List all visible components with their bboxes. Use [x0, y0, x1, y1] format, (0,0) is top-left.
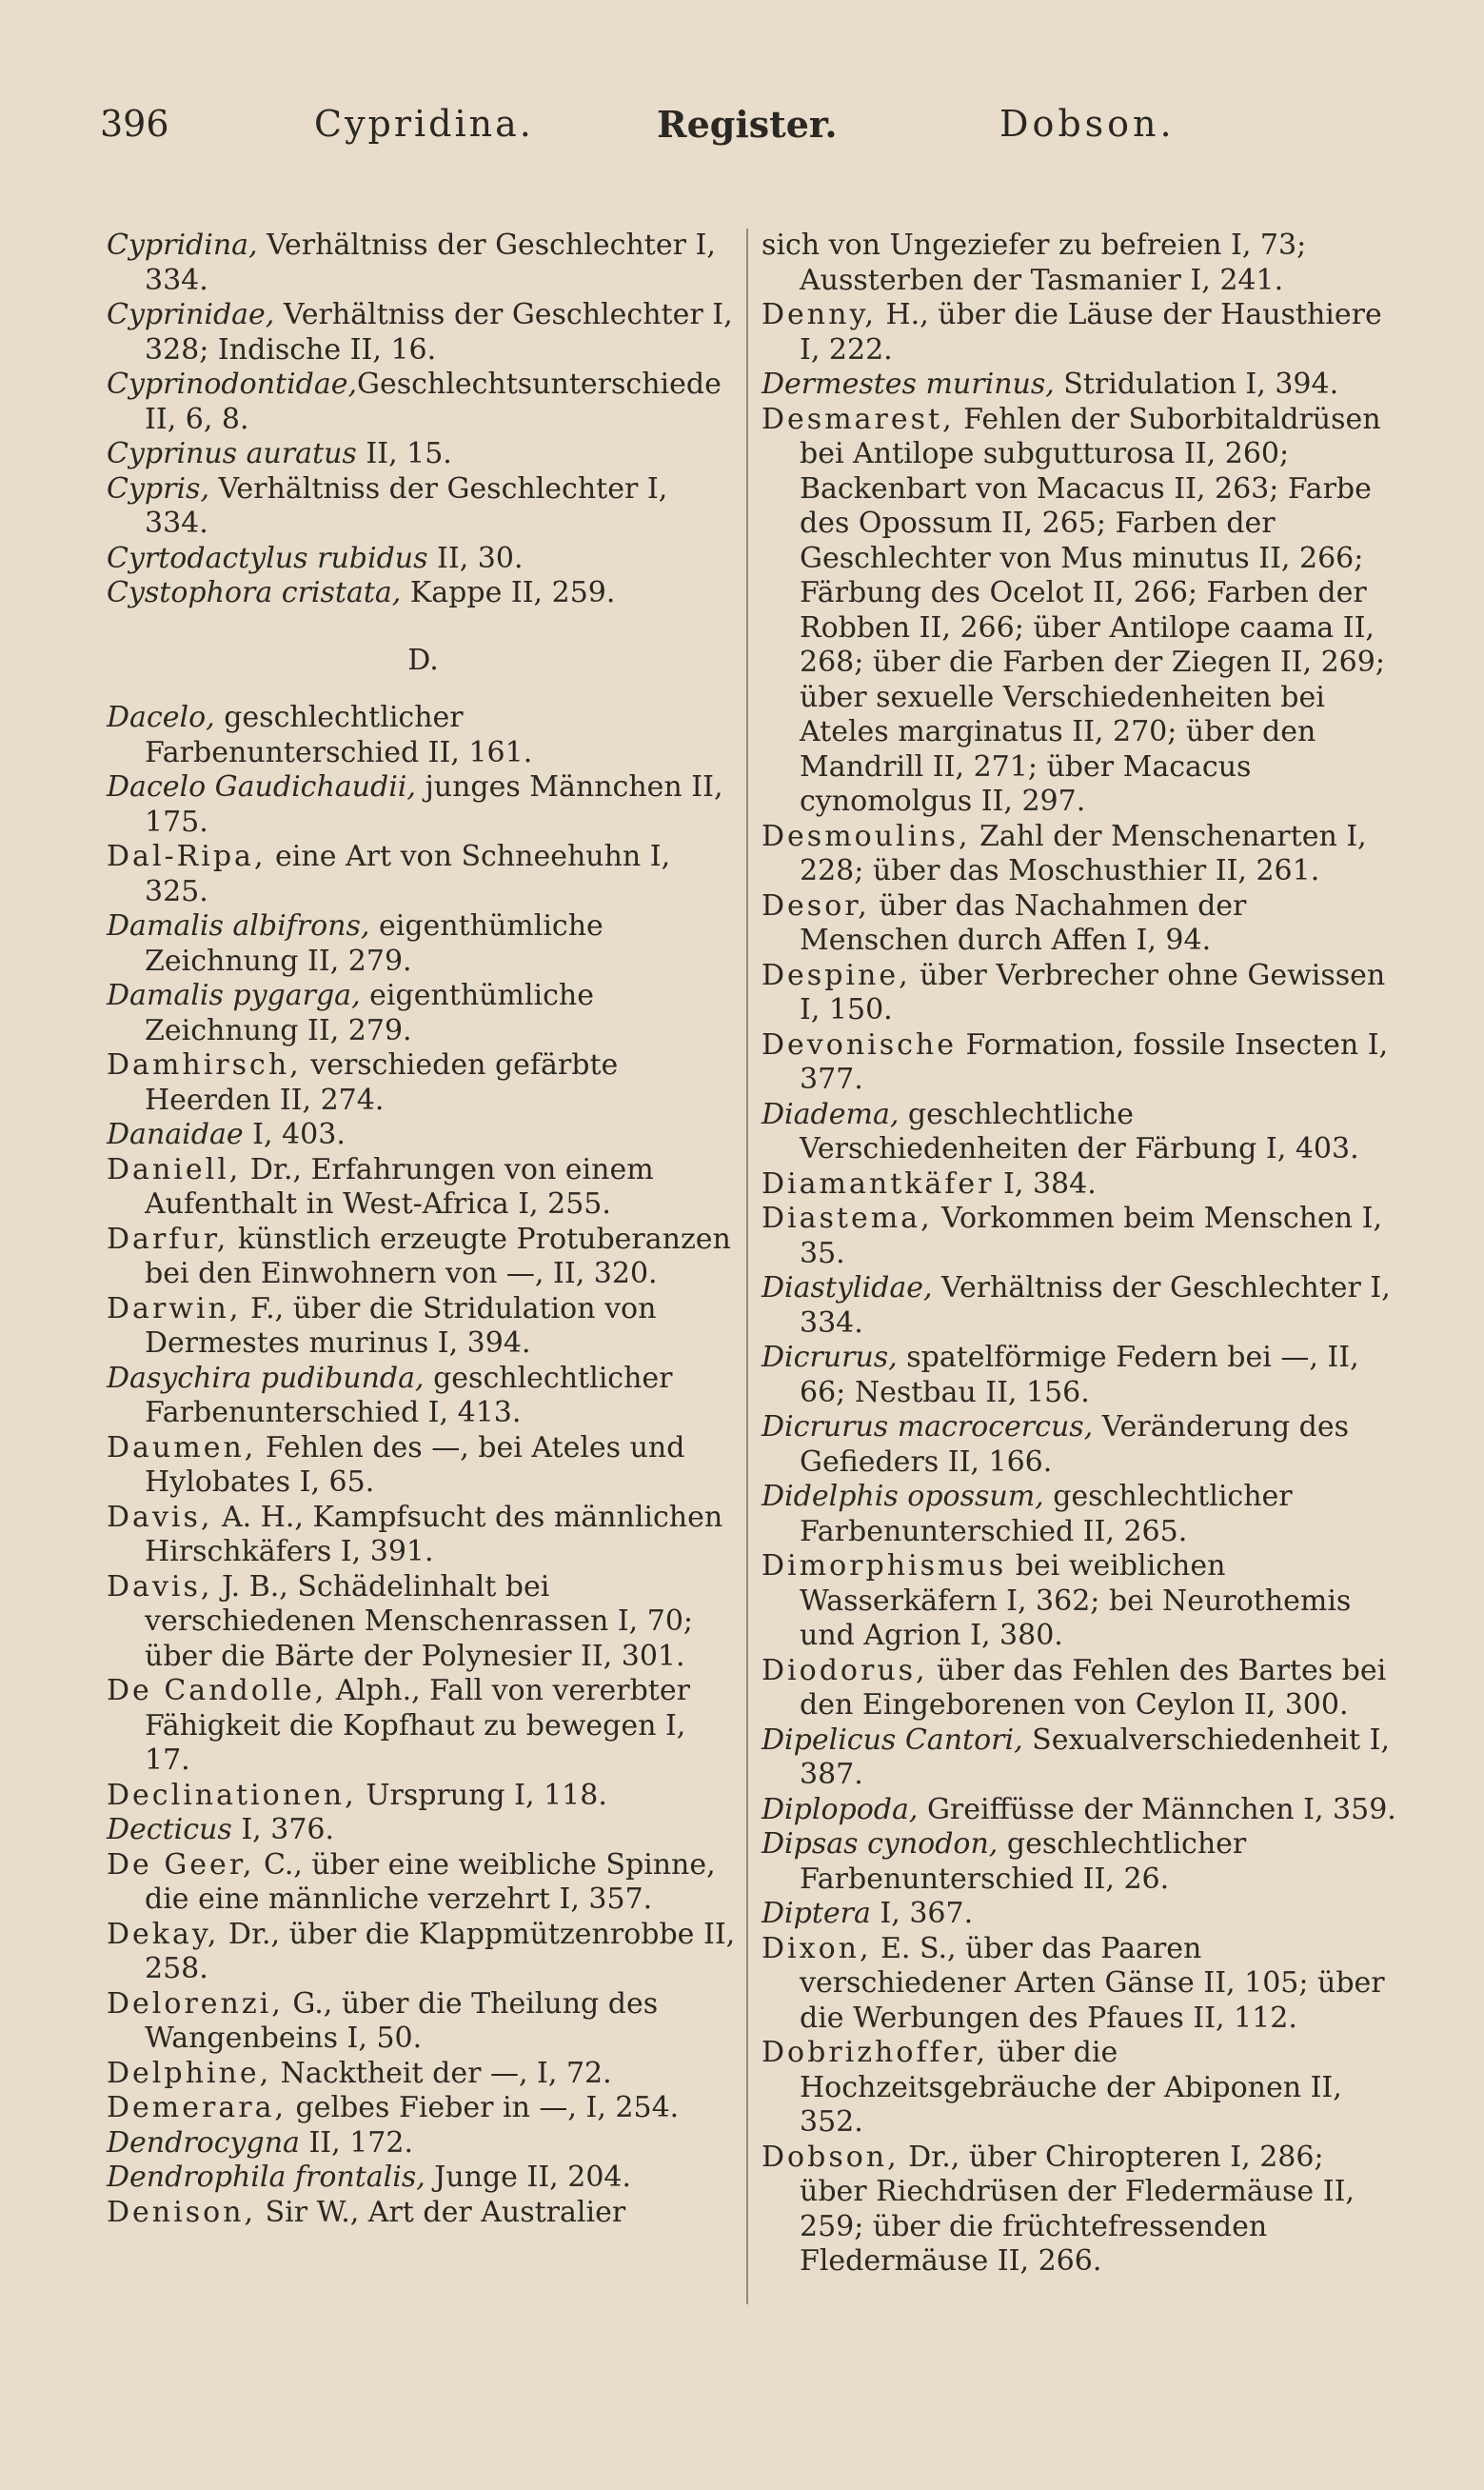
entry-text: Junge II, 204. — [425, 2161, 632, 2194]
entry-text: Vorkommen beim Menschen I, 35. — [800, 1202, 1383, 1270]
entry-text: Ursprung I, 118. — [356, 1778, 607, 1812]
index-entry — [107, 1501, 740, 1570]
column-divider — [746, 229, 748, 2304]
index-entry — [107, 298, 740, 368]
entry-text: geschlechtlicher Farbenunterschied II, 161. — [145, 701, 533, 769]
index-entry — [762, 1341, 1399, 1410]
entry-text: spatelförmige Federn bei —, II, 66; Nestbau II, 156. — [800, 1341, 1359, 1409]
entry-text: Sir W., Art der Australier — [256, 2195, 626, 2229]
index-entry — [107, 576, 740, 611]
entry-text: Dr., über die Klappmützenrobbe II, 258. — [145, 1917, 736, 1985]
entry-term: Diadema, — [762, 1097, 900, 1131]
index-entry — [107, 701, 740, 770]
entry-text: Kappe II, 259. — [401, 576, 616, 609]
index-entry — [762, 1654, 1399, 1723]
entry-term: Dipelicus Cantori, — [762, 1723, 1023, 1757]
index-entry — [107, 1118, 740, 1153]
entry-text: geschlechtlicher Farbenunterschied I, 413. — [145, 1361, 673, 1429]
entry-text: E. S., über das Paaren verschiedener Arten Gänse II, 105; über die Werbungen des Pfaues II, 112. — [800, 1931, 1385, 2035]
entry-text: Veränderung des Gefieders II, 166. — [800, 1410, 1349, 1479]
entry-term: Dacelo Gaudichaudii, — [107, 770, 416, 804]
index-entry — [107, 229, 740, 298]
index-entry — [107, 1848, 740, 1918]
entry-text: eigenthümliche Zeichnung II, 279. — [145, 979, 594, 1047]
entry-text: gelbes Fieber in —, I, 254. — [287, 2091, 680, 2124]
index-entry — [762, 298, 1399, 368]
entry-text: Dr., Erfahrungen von einem Aufenthalt in West-Africa I, 255. — [145, 1152, 654, 1221]
entry-text: Fehlen des —, bei Ateles und Hylobates I, 65. — [145, 1430, 685, 1499]
entry-term: Didelphis opossum, — [762, 1480, 1044, 1513]
index-entry — [762, 1480, 1399, 1549]
entry-text: I, 367. — [870, 1897, 974, 1930]
entry-term: Cyprinus auratus — [107, 437, 357, 470]
index-entry — [762, 1202, 1399, 1271]
index-entry — [107, 2196, 740, 2231]
index-entry — [107, 1223, 740, 1292]
entry-term: Delorenzi, — [107, 1986, 284, 2021]
index-entry — [762, 1028, 1399, 1098]
entry-text: sich von Ungeziefer zu befreien I, 73; Aussterben der Tasmanier I, 241. — [762, 229, 1307, 297]
entry-term: Diamantkäfer — [762, 1166, 995, 1201]
entry-text: verschieden gefärbte Heerden II, 274. — [145, 1048, 619, 1117]
entry-text: H., über die Läuse der Hausthiere I, 222. — [800, 298, 1382, 367]
entry-term: Dacelo, — [107, 701, 215, 734]
index-entry — [107, 437, 740, 472]
entry-term: Danaidae — [107, 1118, 244, 1151]
index-entry — [762, 403, 1399, 820]
index-entry — [107, 770, 740, 840]
index-entry — [762, 2141, 1399, 2280]
index-entry — [107, 979, 740, 1048]
entry-text: J. B., Schädelinhalt bei verschiedenen Menschenrassen I, 70; über die Bärte der Polynesier II, 301. — [145, 1569, 694, 1673]
entry-term: De Geer, — [107, 1847, 255, 1882]
index-entry — [107, 840, 740, 909]
index-entry — [762, 1723, 1399, 1793]
entry-term: Desmarest, — [762, 402, 955, 436]
entry-text: G., über die Theilung des Wangenbeins I, 50. — [145, 1986, 659, 2055]
index-entry — [107, 2126, 740, 2161]
entry-term: Dicrurus macrocercus, — [762, 1410, 1094, 1444]
entry-term: Dobrizhoffer, — [762, 2036, 988, 2069]
entry-term: Cyprinidae, — [107, 298, 275, 331]
index-entry — [107, 2057, 740, 2092]
entry-text: über die Hochzeitsgebräuche der Abiponen II, 352. — [800, 2036, 1342, 2139]
entry-text: Verhältniss der Geschlechter I, 334. — [145, 229, 716, 297]
entry-term: Davis, — [107, 1500, 213, 1534]
entry-text: Nacktheit der —, I, 72. — [271, 2056, 612, 2090]
entry-text: über das Fehlen des Bartes bei den Eingeborenen von Ceylon II, 300. — [800, 1653, 1387, 1722]
entry-term: Darfur, — [107, 1222, 229, 1256]
entry-term: De Candolle, — [107, 1674, 327, 1707]
entry-text: I, 376. — [231, 1813, 335, 1846]
entry-term: Diptera — [762, 1897, 871, 1930]
entry-term: Dicrurus, — [762, 1341, 898, 1374]
entry-text: F., über die Stridulation von Dermestes murinus I, 394. — [145, 1291, 657, 1360]
index-entry — [107, 542, 740, 577]
index-entry — [107, 2091, 740, 2126]
entry-text: über Verbrecher ohne Gewissen I, 150. — [800, 958, 1386, 1026]
section-letter: D. — [407, 643, 439, 677]
index-entry — [107, 1153, 740, 1223]
index-entry — [107, 1292, 740, 1362]
entry-text: eine Art von Schneehuhn I, 325. — [145, 840, 671, 908]
entry-term: Damhirsch, — [107, 1048, 302, 1082]
entry-term: Demerara, — [107, 2091, 287, 2124]
running-head-title: Register. — [657, 103, 838, 146]
entry-term: Dimorphismus — [762, 1549, 1007, 1583]
entry-term: Declinationen, — [107, 1778, 357, 1812]
index-entry — [762, 889, 1399, 959]
index-entry — [762, 1098, 1399, 1167]
entry-text: Dr., über Chiropteren I, 286; über Riechdrüsen der Fledermäuse II, 259; über die früchtefressenden Fledermäuse II, 266. — [800, 2140, 1355, 2278]
entry-text: junges Männchen II, 175. — [145, 770, 723, 839]
index-column-left — [107, 229, 740, 2230]
running-head-left: Cypridina. — [314, 103, 534, 145]
entry-term: Cyrtodactylus rubidus — [107, 541, 428, 575]
entry-term: Dendrophila frontalis, — [107, 2161, 425, 2194]
entry-text: Verhältniss der Geschlechter I, 328; Indische II, 16. — [145, 298, 733, 367]
entry-term: Diplopoda, — [762, 1792, 919, 1826]
index-entry — [107, 1987, 740, 2057]
entry-text: Alph., Fall von vererbter Fähigkeit die Kopfhaut zu bewegen I, 17. — [145, 1674, 690, 1777]
entry-term: Cystophora cristata, — [107, 576, 402, 609]
entry-text: Stridulation I, 394. — [1054, 368, 1339, 401]
index-entry — [762, 959, 1399, 1028]
index-entry — [107, 1813, 740, 1848]
entry-text: Verhältniss der Geschlechter I, 334. — [800, 1271, 1391, 1340]
entry-term: Damalis albifrons, — [107, 909, 370, 943]
entry-term: Denny, — [762, 298, 877, 331]
entry-term: Daniell, — [107, 1152, 242, 1186]
index-entry — [762, 2036, 1399, 2141]
index-entry — [107, 368, 740, 437]
entry-text: II, 172. — [299, 2125, 414, 2160]
index-entry — [107, 1674, 740, 1779]
entry-term: Diastylidae, — [762, 1271, 933, 1305]
entry-term: Cyprinodontidae, — [107, 368, 358, 401]
entry-text: II, 15. — [356, 437, 452, 470]
index-entry — [762, 1932, 1399, 2037]
entry-term: Darwin, — [107, 1291, 242, 1325]
index-entry — [762, 1897, 1399, 1932]
entry-text: Verhältniss der Geschlechter I, 334. — [145, 471, 668, 540]
entry-text: II, 30. — [427, 541, 524, 575]
entry-term: Devonische — [762, 1027, 958, 1062]
index-entry — [762, 1271, 1399, 1341]
entry-term: Damalis pygarga, — [107, 979, 361, 1012]
index-entry — [107, 909, 740, 979]
index-entry — [107, 1048, 740, 1118]
entry-term: Dipsas cynodon, — [762, 1827, 999, 1861]
entry-text: geschlechtliche Verschiedenheiten der Färbung I, 403. — [800, 1097, 1359, 1165]
entry-text: Formation, fossile Insecten I, 377. — [800, 1027, 1389, 1096]
entry-term: Desor, — [762, 888, 870, 923]
index-entry — [107, 1362, 740, 1431]
index-entry — [107, 1431, 740, 1501]
entry-term: Cypridina, — [107, 229, 258, 262]
entry-term: Dasychira pudibunda, — [107, 1361, 425, 1395]
entry-term: Diodorus, — [762, 1653, 928, 1687]
entry-text: Sexualverschiedenheit I, 387. — [800, 1723, 1391, 1791]
entry-text: bei weiblichen Wasserkäfern I, 362; bei Neurothemis und Agrion I, 380. — [800, 1549, 1352, 1652]
page-number: 396 — [100, 103, 169, 145]
entry-term: Davis, — [107, 1569, 213, 1604]
index-entry — [762, 1167, 1399, 1203]
index-entry — [762, 1410, 1399, 1480]
index-entry — [762, 1793, 1399, 1828]
entry-text: geschlechtlicher Farbenunterschied II, 265. — [800, 1480, 1293, 1548]
index-entry — [762, 368, 1399, 403]
entry-term: Diastema, — [762, 1202, 933, 1235]
entry-term: Dermestes murinus, — [762, 368, 1055, 401]
entry-term: Dal-Ripa, — [107, 840, 267, 873]
index-entry — [762, 820, 1399, 889]
entry-text: Zahl der Menschenarten I, 228; über das Moschusthier II, 261. — [800, 819, 1367, 887]
entry-text: geschlechtlicher Farbenunterschied II, 26. — [800, 1827, 1247, 1896]
entry-text: Geschlechtsunterschiede II, 6, 8. — [145, 368, 722, 436]
entry-term: Dixon, — [762, 1931, 872, 1965]
index-entry — [107, 2161, 740, 2196]
entry-text: A. H., Kampfsucht des männlichen Hirschkäfers I, 391. — [145, 1500, 723, 1568]
entry-term: Dendrocygna — [107, 2125, 300, 2160]
running-head-right: Dobson. — [999, 103, 1176, 145]
entry-text: Greiffüsse der Männchen I, 359. — [918, 1792, 1396, 1826]
entry-text: C., über eine weibliche Spinne, die eine männliche verzehrt I, 357. — [145, 1847, 716, 1916]
entry-text: I, 403. — [243, 1118, 346, 1151]
index-entry — [762, 1827, 1399, 1897]
index-entry — [107, 472, 740, 542]
index-column-right — [762, 229, 1399, 2280]
entry-text: künstlich erzeugte Protuberanzen bei den Einwohnern von —, II, 320. — [145, 1222, 731, 1290]
entry-text: I, 384. — [994, 1166, 1097, 1201]
entry-term: Dekay, — [107, 1917, 220, 1951]
entry-text: eigenthümliche Zeichnung II, 279. — [145, 909, 603, 978]
entry-term: Decticus — [107, 1813, 232, 1846]
page-header — [100, 103, 1176, 160]
entry-term: Despine, — [762, 958, 911, 992]
entry-term: Denison, — [107, 2195, 257, 2229]
index-entry — [107, 1570, 740, 1675]
index-entry — [762, 229, 1399, 298]
entry-term: Desmoulins, — [762, 819, 971, 853]
index-entry — [107, 1918, 740, 1987]
entry-text: über das Nachahmen der Menschen durch Affen I, 94. — [800, 888, 1247, 957]
entry-term: Dobson, — [762, 2140, 900, 2174]
index-entry — [762, 1549, 1399, 1654]
entry-term: Daumen, — [107, 1430, 257, 1464]
entry-term: Cypris, — [107, 471, 209, 506]
entry-text: Fehlen der Suborbitaldrüsen bei Antilope subgutturosa II, 260; Backenbart von Macacus II, 263; Farbe des Opossum II, 265; Farben der Geschlechter von Mus minutus II, 266; Färbung des Ocelot II, 266; Farben der Robben II, 266; über Antilope caama II, 268; über die Farben der Ziegen II, 269; über sexuelle Verschiedenheiten bei Ateles marginatus II, 270; über den Mandrill II, 271; über Macacus cynomolgus II, 297. — [800, 402, 1385, 818]
index-entry — [107, 1779, 740, 1814]
entry-term: Delphine, — [107, 2056, 272, 2090]
